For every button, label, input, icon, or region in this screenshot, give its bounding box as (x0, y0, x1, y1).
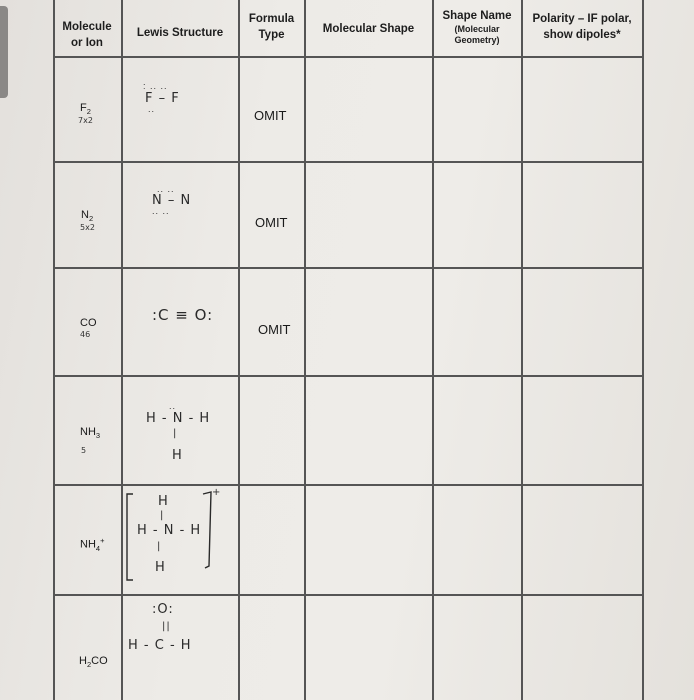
row-divider (53, 161, 644, 163)
row-divider (53, 594, 644, 596)
header-divider (53, 56, 644, 58)
lewis-double-bond: || (162, 621, 171, 632)
ion-brackets (125, 488, 225, 584)
lewis-structure-drawing: H - C - H (128, 638, 192, 653)
lewis-structure-drawing: H - N - H (137, 523, 202, 538)
formula-type-value: OMIT (255, 215, 288, 230)
row-divider (53, 267, 644, 269)
header-shape-name-line1: Shape Name (442, 10, 512, 22)
header-polarity (523, 11, 641, 43)
header-formula-line2: Type (258, 29, 285, 41)
row-divider (53, 484, 644, 486)
lewis-bond-line: | (157, 541, 162, 552)
lone-pair-dots: : .. .. (143, 81, 168, 91)
header-shape-name-line2: (Molecular (454, 24, 500, 34)
header-lewis-structure: Lewis Structure (136, 27, 224, 39)
header-molecule-line1: Molecule (62, 21, 112, 33)
lone-pair-dots: .. (169, 401, 177, 411)
electron-count-note: 5x2 (80, 223, 95, 232)
lewis-hydrogen: H (172, 448, 183, 463)
electron-count-note: 7x2 (78, 116, 93, 125)
molecule-label: $N_2$ (81, 209, 94, 224)
row-divider (53, 375, 644, 377)
molecule-label: $NH_3$ (80, 426, 101, 441)
lone-pair-dots: .. .. (152, 206, 170, 216)
lewis-structure-drawing: N – N (152, 193, 192, 208)
header-molecule (55, 19, 119, 51)
scrollbar[interactable] (0, 6, 8, 98)
lewis-hydrogen: H (158, 494, 169, 509)
molecule-label: CO (80, 317, 97, 329)
lewis-oxygen: :O: (152, 602, 174, 617)
header-shape-name (434, 8, 520, 46)
electron-count-note: 5 (81, 446, 87, 455)
ion-charge: + (212, 487, 221, 498)
electron-count-note: 46 (80, 330, 91, 339)
header-molecule-line2: or Ion (71, 37, 103, 49)
lewis-structure-drawing: :C ≡ O: (152, 306, 214, 324)
header-molecular-shape: Molecular Shape (322, 23, 415, 35)
formula-type-value: OMIT (254, 108, 287, 123)
molecule-label: $F_2$ (80, 102, 91, 117)
lone-pair-dots: .. .. (157, 184, 175, 194)
header-formula-type (240, 11, 303, 43)
molecule-label: $H_2CO$ (79, 655, 108, 670)
formula-type-value: OMIT (258, 322, 291, 337)
lewis-structure-drawing: H - N - H (146, 411, 211, 426)
header-shape-name-line3: Geometry) (454, 35, 500, 45)
header-formula-line1: Formula (248, 13, 295, 25)
lewis-bond-line: | (160, 510, 165, 521)
lewis-structure-drawing: F – F (145, 91, 180, 106)
header-polarity-line1: Polarity – IF polar, (532, 13, 632, 25)
lewis-hydrogen: H (155, 560, 166, 575)
header-polarity-line2: show dipoles* (543, 29, 621, 41)
molecule-label: $NH_4^+$ (80, 536, 105, 553)
lewis-bond-line: | (173, 428, 178, 439)
lone-pair-dots: .. (148, 104, 156, 114)
